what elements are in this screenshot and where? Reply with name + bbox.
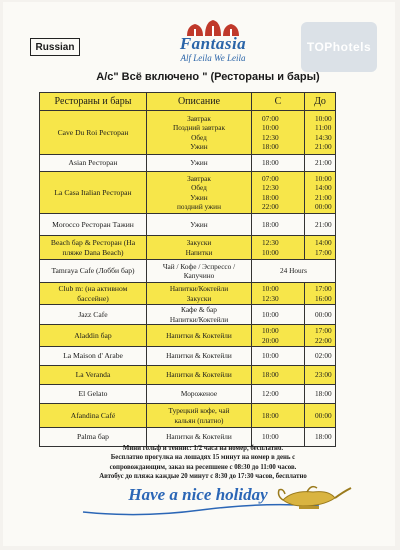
time-value: 10:00 bbox=[262, 326, 279, 336]
cell-description bbox=[147, 283, 252, 305]
time-value: 17:00 bbox=[315, 284, 332, 294]
time-value: 10:00 bbox=[262, 309, 279, 319]
description-line: кальян (платно) bbox=[174, 415, 224, 425]
cell-description bbox=[147, 366, 252, 385]
time-value: 12:30 bbox=[262, 132, 279, 142]
table-row bbox=[40, 260, 336, 283]
cell-venue: La Maison d' Arabe bbox=[40, 347, 147, 366]
cell-description bbox=[147, 214, 252, 236]
cell-to bbox=[305, 214, 336, 236]
table-header-row bbox=[40, 93, 336, 111]
time-value: 12:30 bbox=[262, 293, 279, 303]
note-line: сопровождающим, заказ на ресепшене с 08:30 до 11:00 часов. bbox=[109, 463, 297, 471]
menu-sheet bbox=[3, 2, 395, 546]
time-value: 12:00 bbox=[262, 389, 279, 399]
table-row bbox=[40, 404, 336, 428]
watermark-stamp: TOPhotels bbox=[301, 22, 377, 72]
table-row bbox=[40, 385, 336, 404]
magic-lamp-icon bbox=[273, 476, 353, 512]
description-line: Ужин bbox=[190, 192, 208, 202]
note-line: Мини гольф и теннис: 1/2 часа на номер, бесплатно. bbox=[122, 445, 284, 452]
description-line: Закуски bbox=[186, 293, 212, 303]
cell-to bbox=[305, 347, 336, 366]
cell-venue: Club m: (на активном бассейне) bbox=[40, 283, 147, 305]
cell-to bbox=[305, 385, 336, 404]
time-value: 18:00 bbox=[315, 432, 332, 442]
time-value: 10:00 bbox=[262, 351, 279, 361]
cell-venue: Morocco Ресторан Тажин bbox=[40, 214, 147, 236]
time-value: 22:00 bbox=[315, 335, 332, 345]
cell-venue: El Gelato bbox=[40, 385, 147, 404]
cell-venue: La Casa Italian Ресторан bbox=[40, 172, 147, 214]
time-value: 21:00 bbox=[315, 158, 332, 168]
cell-venue: Tamraya Cafe (Лобби бар) bbox=[40, 260, 147, 283]
cell-venue: Asian Ресторан bbox=[40, 155, 147, 172]
cell-from bbox=[252, 283, 305, 305]
header-description: Описание bbox=[147, 93, 252, 111]
cell-from bbox=[252, 347, 305, 366]
description-line: Напитки & Коктейли bbox=[166, 432, 232, 442]
cell-to bbox=[305, 155, 336, 172]
description-line: Обед bbox=[191, 132, 207, 142]
time-value: 18:00 bbox=[262, 158, 279, 168]
time-value: 10:00 bbox=[262, 247, 279, 257]
note-line: Автобус до пляжа каждые 20 минут с 8:30 до 17:30 часов, бесплатно bbox=[99, 472, 307, 480]
cell-description bbox=[147, 305, 252, 325]
time-value: 14:00 bbox=[315, 238, 332, 248]
table-row bbox=[40, 155, 336, 172]
description-line: Ужин bbox=[190, 219, 208, 229]
cell-hours-span: 24 Hours bbox=[252, 260, 336, 283]
description-line: Напитки/Коктейли bbox=[169, 284, 229, 294]
description-line: Турецкий кофе, чай bbox=[168, 406, 230, 416]
description-line: Ужин bbox=[190, 141, 208, 151]
table-row bbox=[40, 347, 336, 366]
time-value: 12:30 bbox=[262, 183, 279, 193]
description-line: Кафе & бар bbox=[181, 305, 217, 315]
time-value: 18:00 bbox=[262, 141, 279, 151]
cell-to bbox=[305, 305, 336, 325]
time-value: 12:30 bbox=[262, 238, 279, 248]
schedule-table bbox=[39, 92, 336, 447]
time-value: 10:00 bbox=[315, 173, 332, 183]
description-line: Напитки & Коктейли bbox=[166, 370, 232, 380]
header-venue: Рестораны и бары bbox=[40, 93, 147, 111]
description-line: Напитки/Коктейли bbox=[169, 314, 229, 324]
language-label: Russian bbox=[30, 38, 80, 56]
cell-description bbox=[147, 404, 252, 428]
description-line: Мороженое bbox=[180, 389, 218, 399]
cell-to bbox=[305, 366, 336, 385]
cell-to bbox=[305, 404, 336, 428]
cell-description bbox=[147, 325, 252, 347]
cell-to bbox=[305, 236, 336, 260]
description-line: Напитки bbox=[185, 247, 213, 257]
page-title: A/c" Всё включено " (Рестораны и бары) bbox=[96, 71, 320, 83]
cell-description bbox=[147, 172, 252, 214]
description-line: Напитки & Коктейли bbox=[166, 330, 232, 340]
table-row bbox=[40, 214, 336, 236]
table-row bbox=[40, 236, 336, 260]
cell-description bbox=[147, 347, 252, 366]
time-value: 17:00 bbox=[315, 326, 332, 336]
header-from: С bbox=[252, 93, 305, 111]
description-line: Завтрак bbox=[187, 173, 211, 183]
time-value: 10:00 bbox=[262, 432, 279, 442]
time-value: 02:00 bbox=[315, 351, 332, 361]
description-line: Обед bbox=[191, 183, 207, 193]
cell-description bbox=[147, 260, 252, 283]
description-line: Чай / Кофе / Эспрессо / Капучино bbox=[162, 261, 236, 280]
time-value: 18:00 bbox=[315, 389, 332, 399]
time-value: 21:00 bbox=[315, 192, 332, 202]
cell-description bbox=[147, 111, 252, 155]
logo-tagline: Alf Leila We Leila bbox=[180, 53, 246, 63]
table-row bbox=[40, 111, 336, 155]
time-value: 21:00 bbox=[315, 219, 332, 229]
cell-from bbox=[252, 325, 305, 347]
cell-from bbox=[252, 366, 305, 385]
time-value: 21:00 bbox=[315, 141, 332, 151]
cell-from bbox=[252, 236, 305, 260]
time-value: 18:00 bbox=[262, 219, 279, 229]
cell-description bbox=[147, 155, 252, 172]
table-row bbox=[40, 305, 336, 325]
cell-from bbox=[252, 385, 305, 404]
time-value: 20:00 bbox=[262, 335, 279, 345]
time-value: 10:00 bbox=[262, 284, 279, 294]
table-row bbox=[40, 366, 336, 385]
time-value: 16:00 bbox=[315, 293, 332, 303]
time-value: 17:00 bbox=[315, 247, 332, 257]
slogan: Have a nice holiday bbox=[128, 485, 268, 504]
time-value: 14:30 bbox=[315, 132, 332, 142]
cell-from bbox=[252, 305, 305, 325]
table-row bbox=[40, 172, 336, 214]
time-value: 22:00 bbox=[262, 201, 279, 211]
cell-to bbox=[305, 283, 336, 305]
description-line: Напитки & Коктейли bbox=[166, 351, 232, 361]
time-value: 18:00 bbox=[262, 192, 279, 202]
cell-to bbox=[305, 172, 336, 214]
cell-venue: Palma бар bbox=[40, 428, 147, 447]
header-to: До bbox=[305, 93, 336, 111]
time-value: 07:00 bbox=[262, 113, 279, 123]
hotel-logo bbox=[163, 20, 263, 68]
description-line: Поздний завтрак bbox=[172, 123, 225, 133]
cell-to bbox=[305, 111, 336, 155]
description-line: Завтрак bbox=[187, 113, 211, 123]
cell-venue: La Veranda bbox=[40, 366, 147, 385]
time-value: 00:00 bbox=[315, 309, 332, 319]
cell-from bbox=[252, 172, 305, 214]
time-value: 18:00 bbox=[262, 410, 279, 420]
time-value: 00:00 bbox=[315, 410, 332, 420]
time-value: 10:00 bbox=[315, 113, 332, 123]
logo-name: Fantasia bbox=[179, 34, 247, 53]
cell-venue: Afandina Café bbox=[40, 404, 147, 428]
note-line: Бесплатно прогулка на лошадях 15 минут на номер в день с bbox=[110, 454, 296, 462]
cell-from bbox=[252, 214, 305, 236]
time-value: 11:00 bbox=[315, 123, 332, 133]
time-value: 18:00 bbox=[262, 370, 279, 380]
time-value: 23:00 bbox=[315, 370, 332, 380]
description-line: поздний ужин bbox=[177, 201, 221, 211]
time-value: 00:00 bbox=[315, 201, 332, 211]
cell-venue: Beach бар & Ресторан (На пляже Dana Beach) bbox=[40, 236, 147, 260]
table-row bbox=[40, 283, 336, 305]
cell-from bbox=[252, 404, 305, 428]
cell-venue: Aladdin бар bbox=[40, 325, 147, 347]
description-line: Ужин bbox=[190, 158, 208, 168]
time-value: 10:00 bbox=[262, 123, 279, 133]
table-row bbox=[40, 325, 336, 347]
cell-from bbox=[252, 155, 305, 172]
cell-venue: Jazz Cafe bbox=[40, 305, 147, 325]
cell-venue: Cave Du Roi Ресторан bbox=[40, 111, 147, 155]
cell-description bbox=[147, 385, 252, 404]
cell-to bbox=[305, 325, 336, 347]
cell-from bbox=[252, 111, 305, 155]
time-value: 07:00 bbox=[262, 173, 279, 183]
cell-description bbox=[147, 236, 252, 260]
time-value: 14:00 bbox=[315, 183, 332, 193]
description-line: Закуски bbox=[186, 238, 212, 248]
